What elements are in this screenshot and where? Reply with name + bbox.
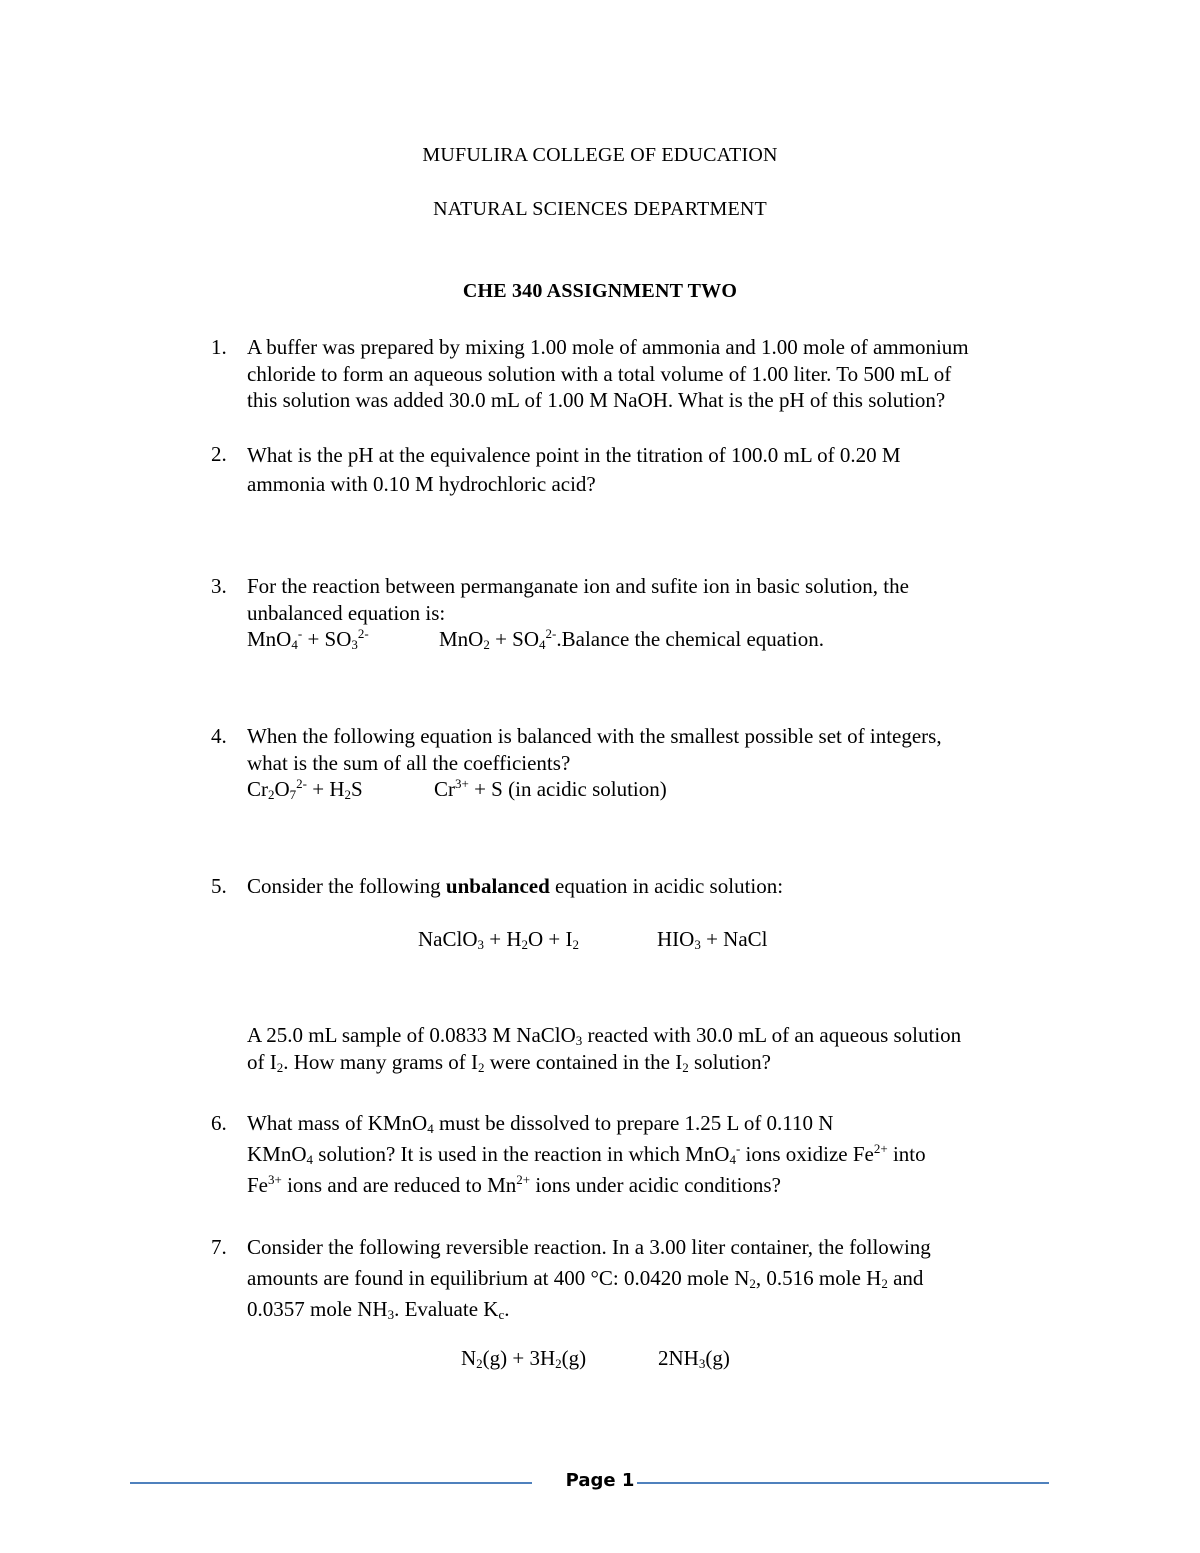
question-text-line: Consider the following reversible reaction. In a 3.00 liter container, the following bbox=[247, 1235, 931, 1259]
emphasis-text: unbalanced bbox=[445, 874, 550, 898]
question-number: 1. bbox=[211, 335, 227, 359]
question-text-line: What is the pH at the equivalence point in the titration of 100.0 mL of 0.20 M bbox=[247, 443, 901, 467]
question-text-line: unbalanced equation is: bbox=[247, 600, 446, 625]
footer-rule-left bbox=[130, 1482, 532, 1484]
question-number: 2. bbox=[211, 442, 227, 466]
question-number: 6. bbox=[211, 1111, 227, 1135]
question-number: 5. bbox=[211, 874, 227, 898]
question-text-line: chloride to form an aqueous solution with a total volume of 1.00 liter. To 500 mL of bbox=[247, 361, 952, 386]
question-text-line: 0.0357 mole $NH_3$. Evaluate $K_c$. bbox=[247, 1297, 510, 1322]
question-text-line: What mass of KMnO$_4$ must be dissolved to prepare 1.25 L of 0.110 N bbox=[247, 1111, 834, 1136]
college-title: MUFULIRA COLLEGE OF EDUCATION bbox=[422, 144, 778, 166]
chemical-equation: $Cr_2O_7^{2-} + H_2S$ $Cr^{3+} + S$ (in acidic solution) bbox=[247, 776, 667, 802]
chemical-equation-products: $2NH_3(g)$ bbox=[658, 1346, 730, 1371]
chemical-equation-products: $HIO_3$ + NaCl bbox=[657, 927, 768, 952]
question-text-line: KMnO$_4$ solution? It is used in the reaction in which MnO$_4$- ions oxidize $Fe^{2+}$ into bbox=[247, 1141, 926, 1167]
footer-rule-right bbox=[637, 1482, 1049, 1484]
question-text-line: A 25.0 mL sample of 0.0833 M NaClO$_3$ reacted with 30.0 mL of an aqueous solution bbox=[247, 1023, 962, 1048]
question-text-line: Consider the following unbalanced equation in acidic solution: bbox=[247, 874, 784, 898]
chemical-equation: $N_2(g) + 3H_2(g)$ bbox=[461, 1346, 587, 1371]
question-text-line: For the reaction between permanganate ion and sufite ion in basic solution, the bbox=[247, 574, 909, 598]
question-number: 3. bbox=[211, 574, 227, 598]
question-text-line: $Fe^{3+}$ ions and are reduced to $Mn^{2+}$ ions under acidic conditions? bbox=[247, 1172, 781, 1197]
question-text-line: When the following equation is balanced with the smallest possible set of integers, bbox=[247, 724, 942, 748]
equation-condition: (in acidic solution) bbox=[508, 777, 667, 801]
question-text-line: of $I_2$. How many grams of $I_2$ were contained in the $I_2$ solution? bbox=[247, 1049, 771, 1075]
chemical-equation: $MnO_4^- + SO_3^{2-}$ $MnO_2 + SO_4^{2-}.Balance$ the chemical equation. bbox=[247, 626, 825, 652]
question-text-line: ammonia with 0.10 M hydrochloric acid? bbox=[247, 472, 596, 496]
question-text-line: A buffer was prepared by mixing 1.00 mole of ammonia and 1.00 mole of ammonium bbox=[247, 335, 969, 359]
question-text-line: this solution was added 30.0 mL of 1.00 M NaOH. What is the pH of this solution? bbox=[247, 388, 946, 412]
page-number: Page 1 bbox=[565, 1470, 635, 1491]
chemical-equation: NaClO$_3$ + $H_2O + I_2$ bbox=[418, 927, 580, 952]
question-number: 4. bbox=[211, 724, 227, 748]
question-text-line: amounts are found in equilibrium at 400 °C: 0.0420 mole $N_2$, 0.516 mole $H_2$ and bbox=[247, 1266, 924, 1291]
question-text-line: what is the sum of all the coefficients? bbox=[247, 750, 571, 775]
assignment-title: CHE 340 ASSIGNMENT TWO bbox=[462, 280, 738, 302]
question-number: 7. bbox=[211, 1235, 227, 1259]
equation-instruction: Balance the chemical equation. bbox=[561, 627, 825, 651]
department-title: NATURAL SCIENCES DEPARTMENT bbox=[433, 198, 767, 220]
